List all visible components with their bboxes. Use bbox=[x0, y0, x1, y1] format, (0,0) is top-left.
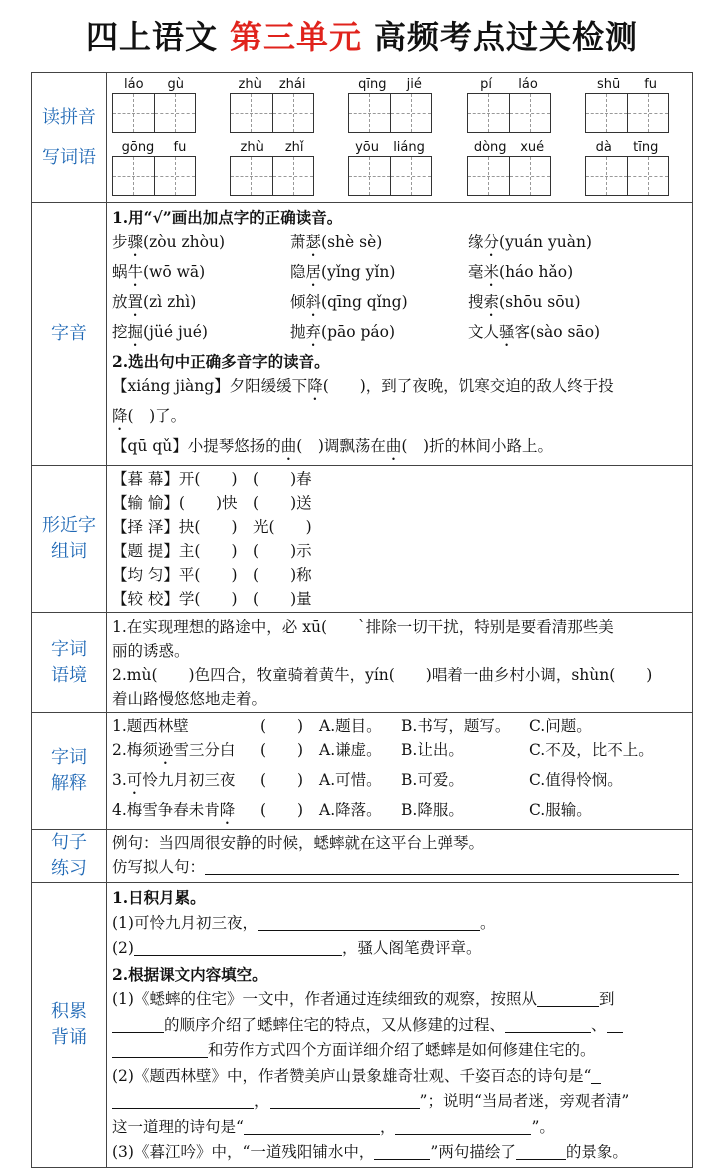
zishi-word bbox=[468, 290, 668, 320]
zishi-word bbox=[112, 290, 290, 320]
zishi-text: 蜗 bbox=[112, 263, 128, 281]
pinyin-item bbox=[585, 140, 669, 196]
pinyin-item bbox=[348, 77, 432, 133]
jieshi-question bbox=[112, 798, 260, 828]
jilei-text: (3)《暮江吟》中，“一道残阳铺水中， bbox=[112, 1143, 375, 1161]
label-line: 语境 bbox=[51, 664, 87, 686]
zishi-text: (qīng qǐng) bbox=[321, 293, 408, 311]
label-line: 练习 bbox=[51, 858, 87, 879]
option-b: B.让出。 bbox=[401, 741, 464, 759]
jilei-text: ”；说明“当局者迷，旁观者清” bbox=[419, 1092, 630, 1110]
option-b: B.书写，题写。 bbox=[401, 717, 511, 735]
answer-blank[interactable] bbox=[112, 1091, 254, 1109]
zishi-word bbox=[112, 230, 290, 260]
zishi-word bbox=[290, 290, 468, 320]
jilei-text: (1)《蟋蟀的住宅》一文中，作者通过连续细致的观察，按照从 bbox=[112, 990, 537, 1008]
writing-box[interactable] bbox=[468, 157, 510, 195]
writing-box[interactable] bbox=[510, 157, 551, 195]
zishi-rows bbox=[112, 230, 688, 350]
tianzige-boxes bbox=[467, 93, 551, 133]
zishi-q1-title: 1.用“√”画出加点字的正确读音。 bbox=[112, 208, 343, 227]
q2-text: ( )折的林间小路上。 bbox=[401, 437, 553, 455]
zishi-row bbox=[112, 290, 688, 320]
pinyin-syllable: láo bbox=[518, 77, 538, 92]
section-pinyin bbox=[32, 73, 693, 203]
pinyin-item bbox=[112, 77, 196, 133]
title-unit: 第三单元 bbox=[229, 18, 362, 56]
answer-blank[interactable] bbox=[258, 913, 480, 931]
jieshi-q-text: 2.梅须 bbox=[112, 741, 158, 759]
q2-dotted-char: 曲 bbox=[385, 437, 402, 455]
zishi-row bbox=[112, 230, 688, 260]
writing-box[interactable] bbox=[586, 157, 628, 195]
tianzige-boxes bbox=[585, 156, 669, 196]
label-line: 解释 bbox=[51, 773, 87, 794]
title-part-1: 四上语文 bbox=[85, 18, 218, 56]
jieshi-q-text: 1.题西林壁 bbox=[112, 717, 189, 735]
worksheet-table bbox=[31, 72, 693, 1168]
jilei-p1 bbox=[112, 987, 688, 1013]
pinyin-syllable: fu bbox=[173, 140, 187, 155]
dotted-char: 牛 bbox=[127, 263, 144, 281]
writing-box[interactable] bbox=[510, 94, 551, 132]
jilei-text: 这一道理的诗句是“ bbox=[112, 1117, 244, 1136]
dotted-char: 降 bbox=[219, 801, 236, 819]
answer-blank[interactable] bbox=[505, 1015, 591, 1033]
dotted-char: 米 bbox=[483, 263, 500, 281]
zishi-text: (zòu zhòu) bbox=[143, 233, 225, 251]
option-c: C.不及，比不上。 bbox=[529, 741, 654, 759]
pinyin-syllable: jié bbox=[406, 77, 422, 92]
zishi-text: 客(sào sāo) bbox=[514, 323, 601, 341]
writing-box[interactable] bbox=[113, 94, 155, 132]
juzi-prompt: 仿写拟人句： bbox=[112, 858, 206, 876]
pinyin-syllable: yōu bbox=[355, 140, 379, 155]
xingjin-left-3: 【择 泽】抉( ) 光( ) bbox=[112, 518, 312, 536]
pinyin-text bbox=[230, 140, 314, 156]
zishi-text: 萧 bbox=[290, 233, 306, 251]
section-jilei bbox=[32, 883, 693, 1168]
q2-text: ( )调飘荡在 bbox=[296, 437, 386, 455]
zishi-text: 步 bbox=[112, 233, 128, 251]
pinyin-text bbox=[348, 140, 432, 156]
label-line: 形近字 bbox=[42, 515, 96, 536]
tianzige-boxes bbox=[112, 156, 196, 196]
writing-box[interactable] bbox=[628, 157, 669, 195]
dotted-char: 骚 bbox=[499, 323, 515, 341]
answer-blank[interactable] bbox=[244, 1117, 380, 1135]
pinyin-text bbox=[348, 77, 432, 93]
jilei-s1 bbox=[112, 911, 688, 937]
zishi-text: (zì zhì) bbox=[143, 293, 197, 311]
jilei-text: (2)《题西林壁》中，作者赞美庐山景象雄奇壮观、千姿百态的诗句是“ bbox=[112, 1066, 592, 1085]
dotted-char: 弃 bbox=[305, 323, 322, 341]
zishi-word bbox=[290, 260, 468, 290]
jilei-text: 和劳作方式四个方面详细介绍了蟋蟀是如何修建住宅的。 bbox=[208, 1041, 596, 1059]
jieshi-rows bbox=[107, 713, 693, 830]
zishi-q2-title: 2.选出句中正确多音字的读音。 bbox=[112, 352, 330, 371]
answer-blank[interactable] bbox=[607, 1015, 623, 1033]
section-label-jingjing bbox=[32, 613, 107, 713]
jilei-text: ，骚人阁笔费评章。 bbox=[341, 939, 482, 957]
zishi-text: (háo hǎo) bbox=[499, 263, 574, 281]
section-juzi bbox=[32, 830, 693, 883]
tianzige-boxes bbox=[112, 93, 196, 133]
jieshi-row bbox=[112, 714, 688, 738]
pinyin-item bbox=[585, 77, 669, 133]
label-line: 字词 bbox=[51, 638, 87, 660]
pinyin-syllable: gù bbox=[167, 77, 184, 92]
q2-text: ( )，到了夜晚，饥寒交迫的敌人终于投 bbox=[322, 377, 614, 395]
pinyin-item bbox=[467, 140, 551, 196]
q2-text: 【qū qǔ】小提琴悠扬的 bbox=[112, 437, 281, 455]
jilei-p4 bbox=[112, 1064, 688, 1090]
pinyin-item bbox=[112, 140, 196, 196]
pinyin-syllable: zhái bbox=[278, 77, 306, 92]
writing-box[interactable] bbox=[273, 157, 314, 195]
answer-blank[interactable] bbox=[134, 938, 342, 956]
jingjing-line-1: 1.在实现理想的路途中，必 xū( `排除一切干扰，特别是要看清那些美 bbox=[112, 618, 614, 636]
jilei-text: ， bbox=[379, 1117, 396, 1136]
dotted-char: 分 bbox=[483, 233, 500, 251]
writing-box[interactable] bbox=[628, 94, 669, 132]
writing-box[interactable] bbox=[155, 94, 196, 132]
zishi-text: (yǐng yǐn) bbox=[321, 263, 396, 281]
section-jieshi bbox=[32, 713, 693, 830]
answer-blank[interactable] bbox=[205, 857, 679, 875]
answer-blank[interactable] bbox=[112, 1040, 208, 1058]
jilei-text: (2) bbox=[112, 939, 134, 957]
section-label-zishi: 字音 bbox=[32, 203, 107, 466]
option-a: A.谦虚。 bbox=[319, 741, 382, 759]
dotted-char: 逊 bbox=[157, 741, 174, 759]
title-part-3: 高频考点过关检测 bbox=[374, 18, 639, 56]
juzi-prompt-line bbox=[112, 855, 688, 879]
xingjin-left-1: 【暮 幕】开( ) ( )春 bbox=[112, 470, 312, 488]
xingjin-right-3: 【较 校】学( ) ( )量 bbox=[112, 590, 312, 608]
q2-dotted-char: 降 bbox=[307, 377, 323, 395]
pinyin-syllable: zhǐ bbox=[284, 140, 304, 155]
jilei-text: ， bbox=[254, 1092, 270, 1110]
jilei-text: 的景象。 bbox=[565, 1143, 628, 1161]
section-label-pinyin bbox=[32, 73, 107, 203]
writing-box[interactable] bbox=[231, 157, 273, 195]
zishi-q2-line2 bbox=[112, 404, 688, 434]
answer-blank[interactable] bbox=[270, 1091, 420, 1109]
jieshi-row bbox=[112, 738, 688, 768]
pinyin-syllable: tīng bbox=[633, 140, 659, 155]
section-xingjin bbox=[32, 466, 693, 613]
section-jingjing bbox=[32, 613, 693, 713]
jilei-s2 bbox=[112, 936, 688, 962]
jieshi-row bbox=[112, 798, 688, 828]
zishi-text: 隐 bbox=[290, 263, 306, 281]
zishi-word bbox=[290, 230, 468, 260]
option-c: C.值得怜悯。 bbox=[529, 771, 623, 789]
answer-blank[interactable]: ( ) bbox=[260, 717, 304, 735]
zishi-text: 挖 bbox=[112, 323, 128, 341]
jilei-p5 bbox=[112, 1089, 688, 1115]
zishi-text: 文人 bbox=[468, 323, 500, 341]
jieshi-row bbox=[112, 768, 688, 798]
pinyin-item bbox=[230, 77, 314, 133]
dotted-char: 索 bbox=[483, 293, 500, 311]
label-line: 字词 bbox=[51, 747, 87, 768]
tianzige-boxes bbox=[585, 93, 669, 133]
zishi-text: 放 bbox=[112, 293, 128, 311]
jilei-text: (1)可怜九月初三夜， bbox=[112, 913, 258, 932]
zishi-word bbox=[112, 320, 290, 350]
option-a: A.降落。 bbox=[319, 801, 382, 819]
jingjing-line-4: 着山路慢悠悠地走着。 bbox=[112, 690, 268, 708]
answer-blank[interactable]: ( ) bbox=[260, 771, 304, 789]
dotted-char: 可 bbox=[126, 771, 143, 789]
jieshi-question bbox=[112, 714, 260, 738]
jieshi-q-text: 4.梅雪争春未肯 bbox=[112, 801, 220, 819]
jilei-p3 bbox=[112, 1038, 688, 1064]
zishi-text: (wō wā) bbox=[143, 263, 206, 281]
jilei-text: 到 bbox=[598, 990, 615, 1008]
q2-dotted-char: 降 bbox=[112, 407, 128, 425]
writing-box[interactable] bbox=[273, 94, 314, 132]
jilei-text: 、 bbox=[591, 1015, 607, 1034]
answer-blank[interactable]: ( ) bbox=[260, 741, 304, 759]
xingjin-right-2: 【均 匀】平( ) ( )称 bbox=[112, 566, 312, 584]
option-a: A.可惜。 bbox=[319, 771, 382, 789]
zishi-q2-line3 bbox=[112, 434, 688, 464]
jieshi-q-text: 雪三分白 bbox=[173, 741, 236, 759]
juzi-example: 例句：当四周很安静的时候，蟋蟀就在这平台上弹琴。 bbox=[112, 834, 485, 852]
q2-dotted-char: 曲 bbox=[280, 437, 297, 455]
zishi-text: (pāo páo) bbox=[321, 323, 396, 341]
pinyin-grid bbox=[107, 73, 692, 201]
zishi-text: 搜 bbox=[468, 293, 484, 311]
label-line: 写词语 bbox=[42, 146, 96, 168]
zishi-text: (jüé jué) bbox=[143, 323, 208, 341]
zishi-text: 缘 bbox=[468, 233, 484, 251]
writing-box[interactable] bbox=[391, 94, 432, 132]
pinyin-syllable: xué bbox=[520, 140, 545, 155]
section-label-juzi bbox=[32, 830, 107, 883]
answer-blank[interactable]: ( ) bbox=[260, 801, 304, 819]
zishi-row bbox=[112, 260, 688, 290]
section-label-jieshi bbox=[32, 713, 107, 830]
option-b: B.降服。 bbox=[401, 801, 464, 819]
pinyin-syllable: fu bbox=[644, 77, 658, 92]
xingjin-right-1: 【题 提】主( ) ( )示 bbox=[112, 542, 312, 560]
pinyin-text bbox=[467, 77, 551, 93]
jilei-text: 的顺序介绍了蟋蟀住宅的特点，又从修建的过程、 bbox=[164, 1015, 506, 1034]
jieshi-question bbox=[112, 738, 260, 768]
answer-blank[interactable] bbox=[374, 1142, 430, 1160]
pinyin-text bbox=[112, 140, 196, 156]
jilei-p2 bbox=[112, 1013, 688, 1039]
zishi-word bbox=[290, 320, 468, 350]
writing-box[interactable] bbox=[155, 157, 196, 195]
jingjing-line-2: 丽的诱惑。 bbox=[112, 642, 190, 660]
zishi-q2-line1 bbox=[112, 374, 688, 404]
option-a: A.题目。 bbox=[319, 717, 382, 735]
writing-box[interactable] bbox=[231, 94, 273, 132]
label-line: 读拼音 bbox=[42, 106, 96, 128]
jilei-text: ”两句描绘了 bbox=[430, 1143, 516, 1161]
jieshi-question bbox=[112, 768, 260, 798]
page-title bbox=[0, 12, 724, 58]
pinyin-syllable: zhù bbox=[240, 140, 264, 155]
zishi-text: 毫 bbox=[468, 263, 484, 281]
pinyin-text bbox=[585, 77, 669, 93]
jingjing-line-3: 2.mù( )色四合，牧童骑着黄牛，yín( )唱着一曲乡村小调，shùn( ) bbox=[112, 666, 653, 684]
tianzige-boxes bbox=[348, 93, 432, 133]
option-b: B.可爱。 bbox=[401, 771, 464, 789]
pinyin-syllable: gōng bbox=[121, 140, 155, 155]
jilei-t1: 1.日积月累。 bbox=[112, 888, 206, 907]
tianzige-boxes bbox=[230, 93, 314, 133]
pinyin-item bbox=[467, 77, 551, 133]
answer-blank[interactable] bbox=[395, 1117, 531, 1135]
pinyin-item bbox=[230, 140, 314, 196]
zishi-word bbox=[468, 260, 668, 290]
pinyin-syllable: dà bbox=[595, 140, 612, 155]
writing-box[interactable] bbox=[349, 157, 391, 195]
label-line: 背诵 bbox=[51, 1026, 87, 1048]
label-line: 积累 bbox=[51, 1000, 87, 1022]
zishi-row bbox=[112, 320, 688, 350]
pinyin-syllable: láo bbox=[123, 77, 144, 92]
jieshi-q-text: 3. bbox=[112, 771, 127, 789]
pinyin-syllable: dòng bbox=[473, 140, 507, 155]
dotted-char: 居 bbox=[305, 263, 322, 281]
pinyin-text bbox=[467, 140, 551, 156]
writing-box[interactable] bbox=[391, 157, 432, 195]
writing-box[interactable] bbox=[113, 157, 155, 195]
tianzige-boxes bbox=[348, 156, 432, 196]
pinyin-syllable: qīng bbox=[358, 77, 387, 92]
jieshi-q-text: 怜九月初三夜 bbox=[142, 771, 236, 789]
label-line: 句子 bbox=[51, 832, 87, 853]
dotted-char: 斜 bbox=[305, 293, 322, 311]
tianzige-boxes bbox=[230, 156, 314, 196]
zishi-text: (shè sè) bbox=[321, 233, 383, 251]
option-c: C.服输。 bbox=[529, 801, 592, 819]
jilei-text: 。 bbox=[479, 913, 496, 932]
section-label-jilei bbox=[32, 883, 107, 1168]
answer-blank[interactable] bbox=[112, 1015, 164, 1033]
zishi-word bbox=[468, 230, 668, 260]
jilei-p7 bbox=[112, 1140, 688, 1166]
dotted-char: 瑟 bbox=[305, 233, 322, 251]
section-zishi bbox=[32, 203, 693, 466]
option-c: C.问题。 bbox=[529, 717, 592, 735]
pinyin-text bbox=[230, 77, 314, 93]
pinyin-text bbox=[585, 140, 669, 156]
pinyin-syllable: liáng bbox=[393, 140, 425, 155]
writing-box[interactable] bbox=[586, 94, 628, 132]
xingjin-left-2: 【输 愉】( )快 ( )送 bbox=[112, 494, 312, 512]
pinyin-syllable: shū bbox=[596, 77, 621, 92]
jilei-t2: 2.根据课文内容填空。 bbox=[112, 964, 268, 984]
zishi-text: (yuán yuàn) bbox=[499, 233, 592, 251]
section-label-xingjin bbox=[32, 466, 107, 613]
pinyin-syllable: zhù bbox=[238, 77, 262, 92]
jilei-text: ”。 bbox=[531, 1117, 555, 1136]
dotted-char: 骤 bbox=[127, 233, 144, 251]
zishi-text: 倾 bbox=[290, 293, 306, 311]
writing-box[interactable] bbox=[468, 94, 510, 132]
dotted-char: 置 bbox=[127, 293, 144, 311]
jilei-p6 bbox=[112, 1115, 688, 1141]
writing-box[interactable] bbox=[349, 94, 391, 132]
tianzige-boxes bbox=[467, 156, 551, 196]
q2-text: 【xiáng jiàng】夕阳缓缓下 bbox=[112, 377, 308, 395]
zishi-word bbox=[112, 260, 290, 290]
answer-blank[interactable] bbox=[537, 989, 599, 1007]
zishi-text: 抛 bbox=[290, 323, 306, 341]
dotted-char: 掘 bbox=[127, 323, 144, 341]
answer-blank[interactable] bbox=[591, 1066, 601, 1084]
zishi-text: (shōu sōu) bbox=[499, 293, 581, 311]
label-line: 组词 bbox=[51, 541, 87, 562]
zishi-word bbox=[468, 320, 668, 350]
pinyin-item bbox=[348, 140, 432, 196]
pinyin-syllable: pí bbox=[480, 77, 493, 92]
q2-text: ( )了。 bbox=[127, 407, 187, 425]
pinyin-text bbox=[112, 77, 196, 93]
answer-blank[interactable] bbox=[516, 1142, 566, 1160]
